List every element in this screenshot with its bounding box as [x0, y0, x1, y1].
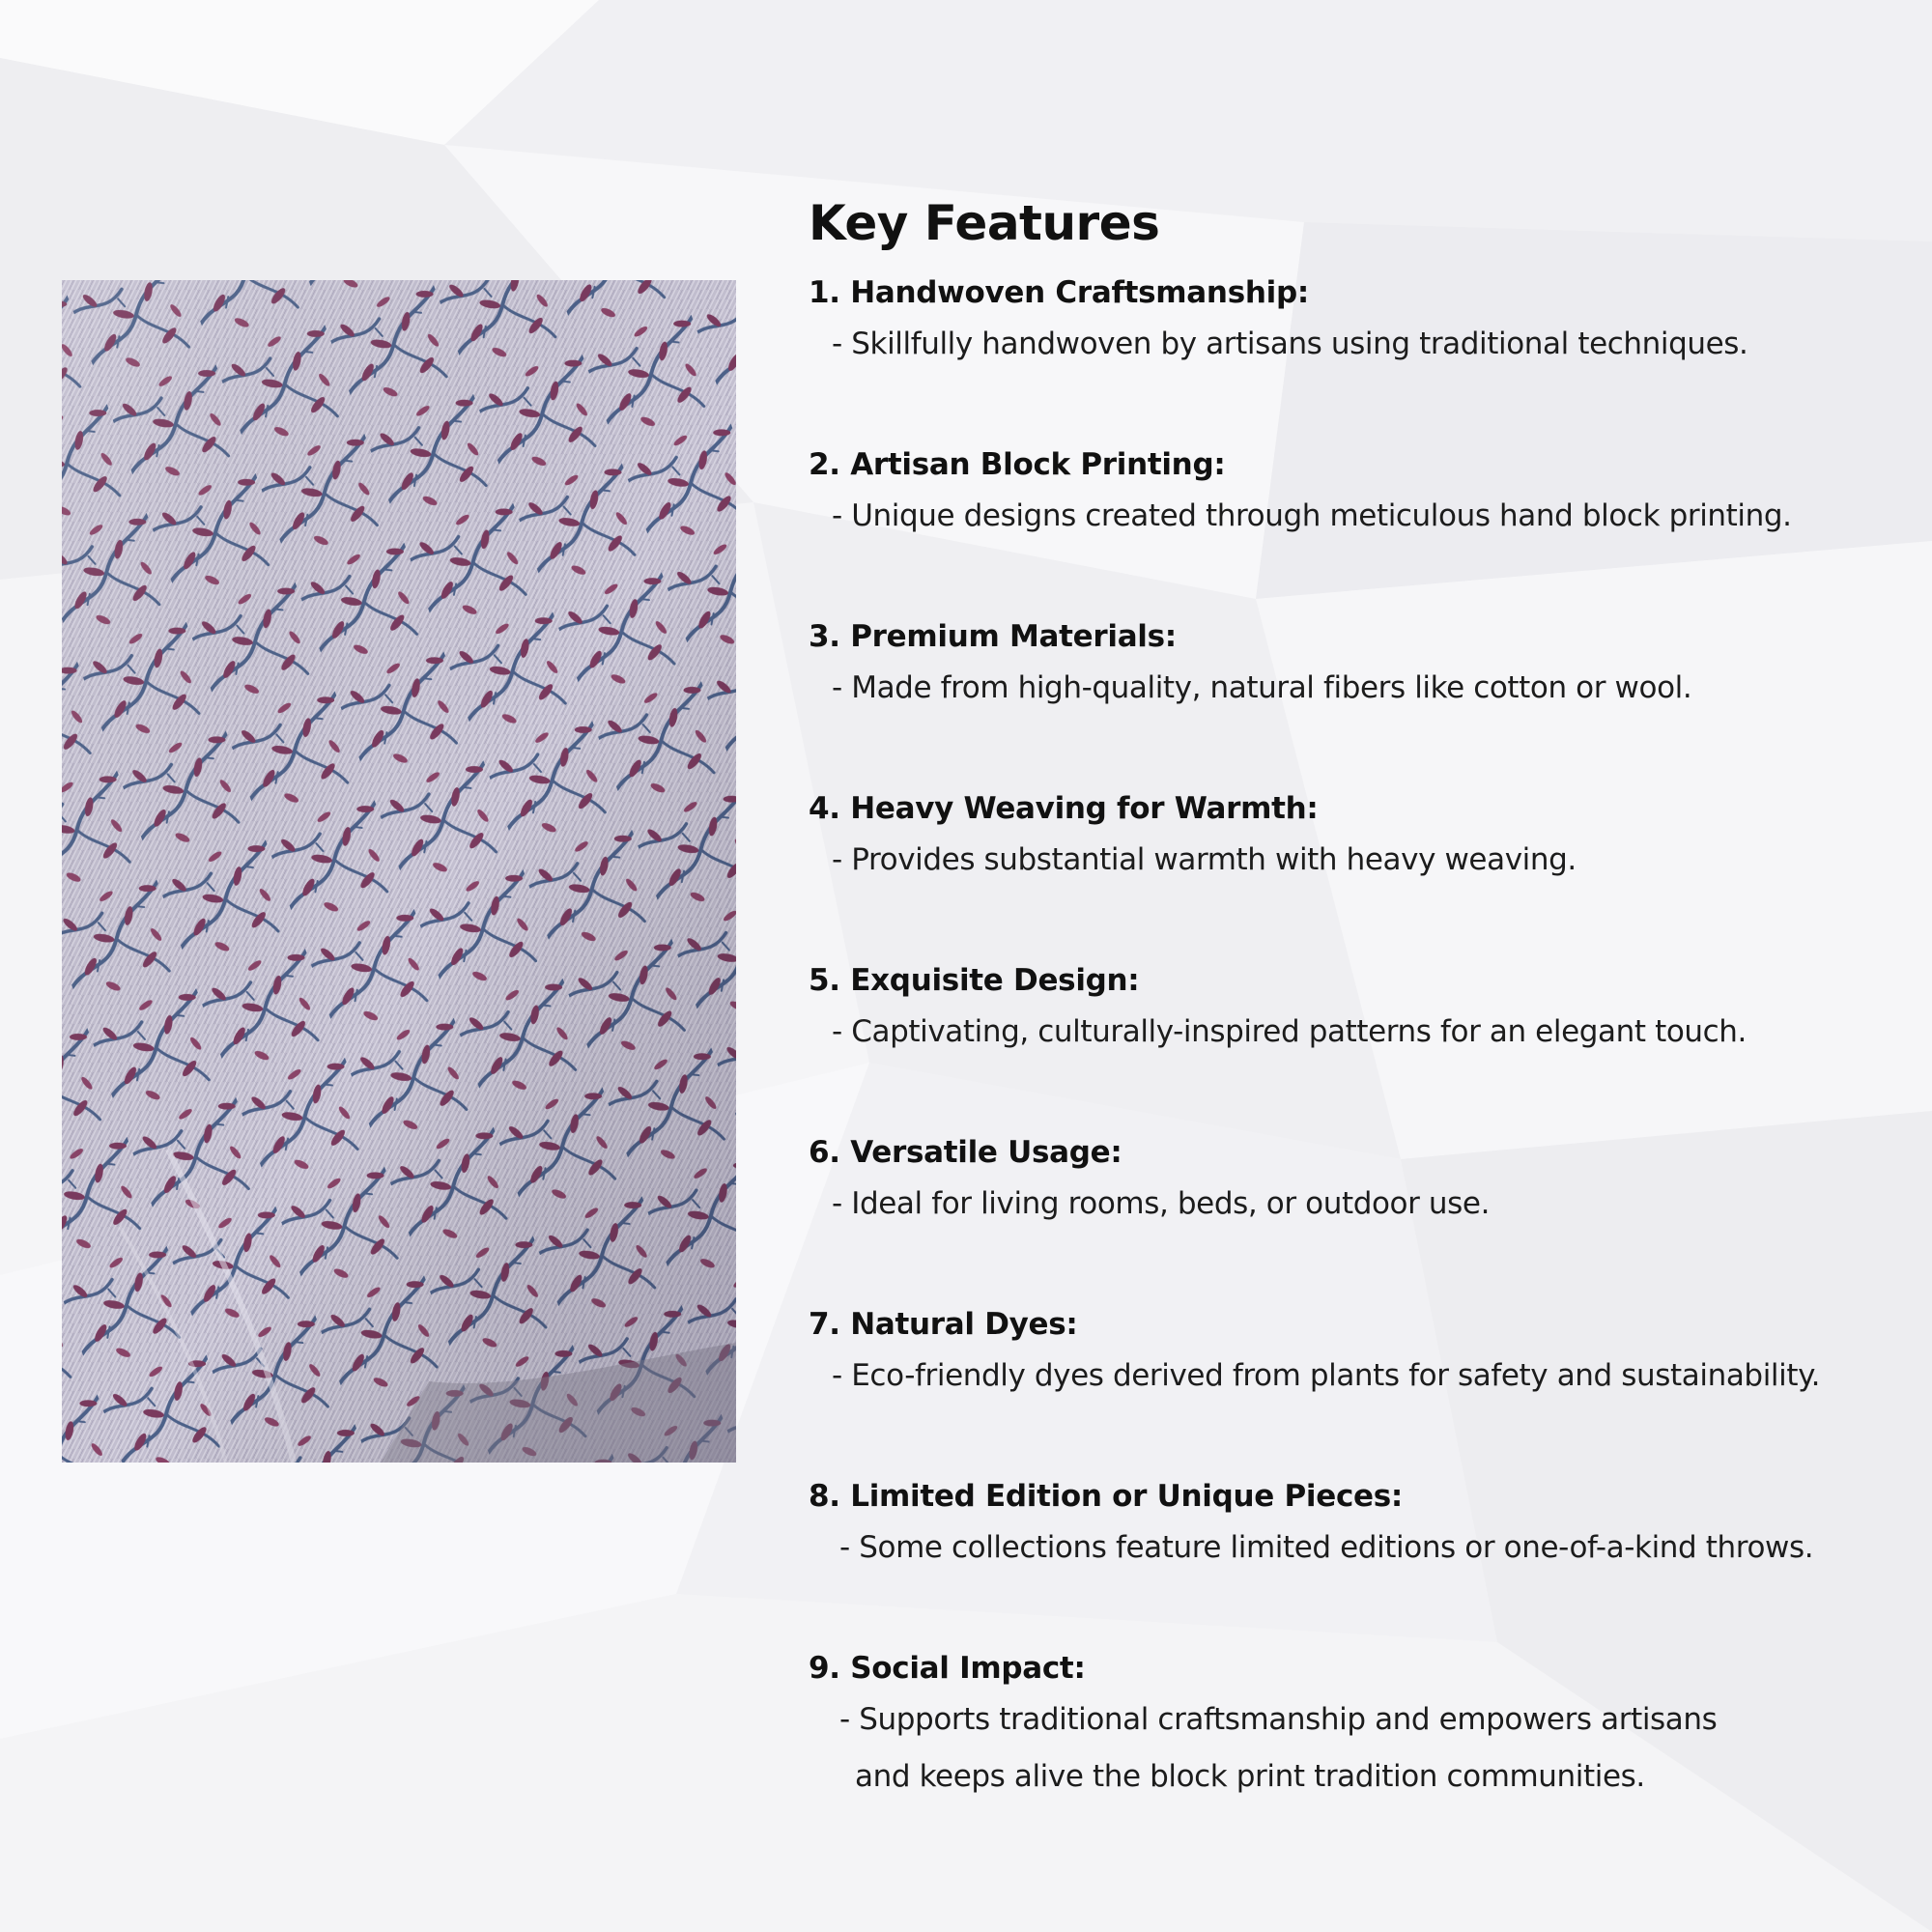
feature-item [809, 442, 1900, 614]
feature-title: 1. Handwoven Craftsmanship: [809, 275, 1309, 310]
feature-description: - Ideal for living rooms, beds, or outdoor use. [832, 1186, 1491, 1221]
feature-description: - Unique designs created through meticulous hand block printing. [832, 498, 1792, 533]
feature-title: 8. Limited Edition or Unique Pieces: [809, 1479, 1404, 1514]
feature-item [809, 1646, 1900, 1818]
key-features-section [809, 189, 1900, 1818]
feature-title: 3. Premium Materials: [809, 619, 1177, 654]
feature-item [809, 270, 1900, 442]
feature-description: - Eco-friendly dyes derived from plants for safety and sustainability. [832, 1358, 1821, 1393]
feature-description: - Skillfully handwoven by artisans using traditional techniques. [832, 327, 1748, 361]
feature-title: 4. Heavy Weaving for Warmth: [809, 791, 1319, 826]
feature-item [809, 1474, 1900, 1646]
feature-description: - Made from high-quality, natural fibers like cotton or wool. [832, 670, 1692, 705]
feature-item [809, 1130, 1900, 1302]
page-title: Key Features [809, 195, 1160, 251]
feature-description: - Provides substantial warmth with heavy weaving. [832, 842, 1577, 877]
feature-title: 7. Natural Dyes: [809, 1307, 1078, 1342]
feature-item [809, 786, 1900, 958]
feature-description-continued: and keeps alive the block print tradition communities. [855, 1759, 1645, 1794]
feature-item [809, 1302, 1900, 1474]
feature-title: 2. Artisan Block Printing: [809, 447, 1226, 482]
feature-description: - Some collections feature limited editions or one-of-a-kind throws. [839, 1530, 1814, 1565]
fabric-photo [62, 280, 736, 1463]
feature-item [809, 958, 1900, 1130]
feature-title: 5. Exquisite Design: [809, 963, 1140, 998]
feature-title: 6. Versatile Usage: [809, 1135, 1122, 1170]
feature-description: - Supports traditional craftsmanship and empowers artisans [839, 1702, 1718, 1737]
feature-item [809, 614, 1900, 786]
feature-description: - Captivating, culturally-inspired patterns for an elegant touch. [832, 1014, 1747, 1049]
feature-title: 9. Social Impact: [809, 1651, 1086, 1686]
